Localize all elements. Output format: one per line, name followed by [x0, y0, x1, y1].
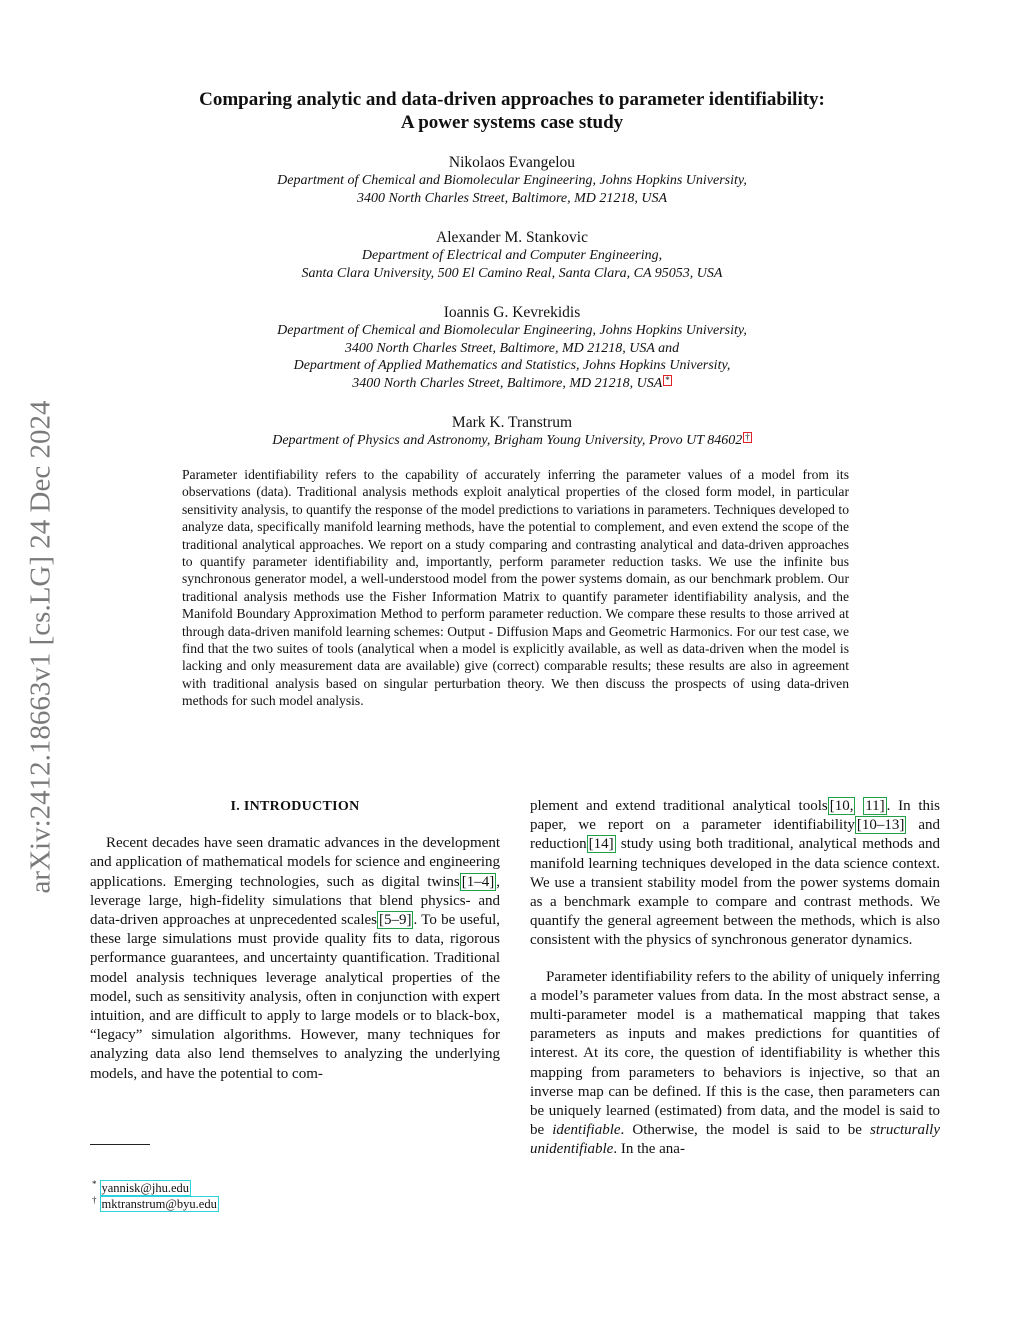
author-4	[0, 413, 1024, 450]
author-name: Alexander M. Stankovic	[436, 229, 588, 246]
footnote-divider	[90, 1144, 150, 1145]
paragraph-text: Recent decades have seen dramatic advances in the development and application of mathematical models for science and engineering applications. Emerging technologies, such as digital twins	[90, 835, 500, 890]
author-affiliation: 3400 North Charles Street, Baltimore, MD 21218, USA	[352, 375, 663, 391]
intro-paragraph-1	[90, 834, 500, 1084]
paragraph-text: , leverage large, high-fidelity simulations that blend physics- and data-driven approaches at unprecedented scales	[90, 873, 500, 929]
citation-link[interactable]: [1–4]	[461, 873, 495, 890]
abstract: Parameter identifiability refers to the capability of accurately inferring the parameter values of a model from its observations (data). Traditional analysis methods exploit analytical properties of the closed form model, in particular sensitivity analysis, to quantify the response of the model predictions to variations in parameters. Techniques developed to analyze data, specifically manifold learning methods, have the potential to complement, and even extend the scope of the traditional analytical approaches. We report on a study comparing and contrasting analytical and data-driven approaches to quantify parameter identifiability and, importantly, perform parameter reduction tasks. We use the infinite bus synchronous generator model, a well-understood model from the power systems domain, as our benchmark problem. Our traditional analysis methods use the Fisher Information Matrix to quantify parameter identifiability analysis, and the Manifold Boundary Approximation Method to perform parameter reduction. We compare these results to those arrived at through data-driven manifold learning schemes: Output - Diffusion Maps and Geometric Harmonics. For our test case, we find that the two suites of tools (analytical when a model is explicitly available, as well as data-driven when the model is lacking and only measurement data are available) give (correct) comparable results; these results are also in agreement with traditional analysis based on singular perturbation theory. We then discuss the prospects of using data-driven methods for such model analysis.	[182, 467, 849, 709]
left-column	[90, 797, 500, 1084]
paragraph-text: plement and extend traditional analytical tools	[530, 798, 828, 814]
arxiv-identifier-text: arXiv:2412.18663v1 [cs.LG] 24 Dec 2024	[24, 400, 57, 894]
author-1	[0, 153, 1024, 207]
paragraph-text: . Otherwise, the model is said to be	[620, 1122, 870, 1139]
title-line-1: Comparing analytic and data-driven approaches to parameter identifiability:	[199, 89, 825, 110]
citation-link[interactable]: [5–9]	[378, 912, 412, 929]
paragraph-text: study using both traditional, analytical methods and manifold learning techniques developed in the data science context. We use a transient stability model from the power systems domain as a benchmark example to compare and contrast methods. We quantify the general agreement between the methods, which is also consistent with the physics of synchronous generator dynamics.	[530, 836, 940, 949]
author-name: Ioannis G. Kevrekidis	[443, 304, 581, 321]
paragraph-text: . To be useful, these large simulations must provide quality fits to data, rigorous performance guarantees, and uncertainty quantification. Traditional model analysis techniques leverage analytical properties of the model, such as sensitivity analysis, often in conjunction with expert intuition, and are difficult to apply to large models or to black-box, “legacy” simulation algorithms. However, many techniques for analyzing data also lend themselves to analyzing the underlying models, and have the potential to com-	[90, 912, 500, 1082]
paragraph-text: . In the ana-	[613, 1141, 685, 1158]
footnote-mark: †	[92, 1195, 97, 1205]
author-affiliation: 3400 North Charles Street, Baltimore, MD 21218, USA	[356, 190, 668, 206]
email-link[interactable]: yannisk@jhu.edu	[101, 1181, 190, 1196]
author-affiliation: Department of Physics and Astronomy, Brigham Young University, Provo UT 84602	[272, 433, 743, 448]
emphasis-text: identifiable	[552, 1122, 621, 1139]
author-affiliation: 3400 North Charles Street, Baltimore, MD 21218, USA and	[344, 340, 680, 356]
paragraph-text: Parameter identifiability refers to the ability of uniquely inferring a model’s parameter values from data. In the most abstract sense, a multi-parameter model is a mathematical mapping that takes parameters as inputs and makes predictions for quantities of interest. At its core, the question of identifiability is whether this mapping from parameters to behaviors is injective, so that an inverse map can be defined. If this is the case, then parameters can be uniquely learned (estimated) from data, and the model is said to be	[530, 968, 940, 1139]
email-link[interactable]: mktranstrum@byu.edu	[101, 1197, 217, 1212]
author-affiliation-with-mark	[0, 375, 1024, 393]
footnote-mark: *	[92, 1179, 97, 1189]
intro-paragraph-2	[530, 968, 940, 1160]
paper-title	[0, 88, 1024, 134]
author-affiliation-with-mark	[0, 432, 1024, 450]
author-name: Nikolaos Evangelou	[448, 154, 576, 171]
paragraph-text: . In this paper, we report on a parameter identifiability	[530, 798, 941, 834]
right-column	[530, 797, 940, 1160]
author-2	[0, 228, 1024, 282]
author-affiliation: Department of Chemical and Biomolecular Engineering, Johns Hopkins University,	[277, 323, 747, 338]
footnote-2	[92, 1193, 219, 1212]
paragraph-text: and reduction	[530, 817, 940, 853]
intro-paragraph-continued	[530, 797, 940, 951]
author-affiliation: Department of Chemical and Biomolecular Engineering, Johns Hopkins University,	[277, 173, 747, 188]
citation-link[interactable]: [14]	[588, 836, 614, 853]
citation-link[interactable]: 11]	[865, 798, 885, 814]
author-affiliation: Department of Electrical and Computer Engineering,	[361, 248, 663, 263]
citation-link[interactable]: [10–13]	[856, 817, 905, 834]
footnote-link-star[interactable]: *	[665, 374, 670, 385]
section-heading-introduction: I. INTRODUCTION	[230, 799, 360, 814]
title-line-2: A power systems case study	[400, 112, 624, 133]
author-affiliation: Santa Clara University, 500 El Camino Real, Santa Clara, CA 95053, USA	[301, 265, 723, 281]
author-name: Mark K. Transtrum	[451, 414, 573, 431]
citation-link[interactable]: [10,	[829, 798, 854, 814]
footnote-link-dagger[interactable]: †	[745, 432, 750, 442]
author-3	[0, 303, 1024, 392]
emphasis-text: structurally unidentifiable	[530, 1122, 940, 1158]
author-affiliation: Department of Applied Mathematics and Statistics, Johns Hopkins University,	[293, 358, 731, 373]
